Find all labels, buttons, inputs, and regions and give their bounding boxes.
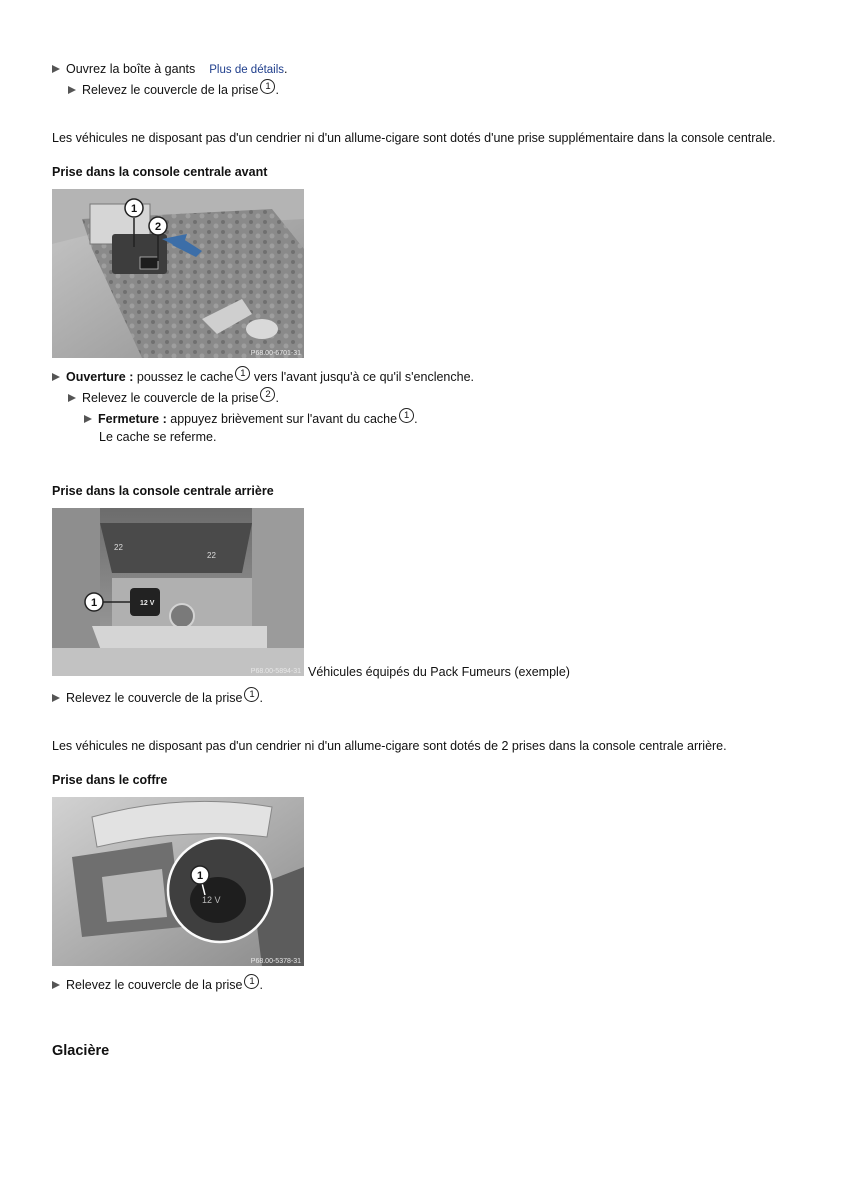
callout-number-icon: 2 — [260, 387, 275, 402]
callout-1-label: 1 — [196, 870, 204, 882]
step-text: poussez le cache — [133, 370, 234, 384]
step-text: Ouvrez la boîte à gants — [66, 62, 196, 76]
image-code: P68.00-5894-31 — [250, 668, 301, 675]
step-text: Relevez le couvercle de la prise — [82, 391, 259, 405]
punctuation: . — [275, 83, 279, 97]
section-heading-front: Prise dans la console centrale avant — [52, 165, 268, 179]
section-heading-trunk: Prise dans le coffre — [52, 773, 168, 787]
step-result: Le cache se referme. — [99, 430, 217, 444]
step-lift-cover — [68, 83, 279, 98]
rear-console-image — [52, 508, 304, 676]
step-lift-cover — [52, 978, 263, 993]
callout-number-icon: 1 — [235, 366, 250, 381]
callout-number-icon: 1 — [399, 408, 414, 423]
step-arrow-icon — [84, 415, 92, 423]
details-link[interactable]: Plus de détails — [209, 64, 285, 76]
step-arrow-icon — [52, 694, 60, 702]
step-text: Relevez le couvercle de la prise — [82, 83, 259, 97]
step-arrow-icon — [52, 373, 60, 381]
image-code: P68.00-6701-31 — [250, 350, 301, 357]
rear-console-illustration — [52, 508, 304, 676]
image-caption: Véhicules équipés du Pack Fumeurs (exemple) — [308, 665, 570, 679]
step-label: Ouverture : — [66, 370, 134, 384]
step-lift-cover — [68, 391, 279, 406]
step-text: Relevez le couvercle de la prise — [66, 978, 243, 992]
step-text: Relevez le couvercle de la prise — [66, 691, 243, 705]
trunk-image — [52, 797, 304, 966]
step-arrow-icon — [68, 394, 76, 402]
rear-paragraph: Les véhicules ne disposant pas d'un cendrier ni d'un allume-cigare sont dotés de 2 prises dans la console centrale arrière. — [52, 739, 727, 753]
punctuation: . — [275, 391, 279, 405]
callout-number-icon: 1 — [244, 974, 259, 989]
punctuation: . — [284, 62, 288, 76]
socket-label: 12 V — [202, 895, 221, 905]
step-arrow-icon — [68, 86, 76, 94]
step-lift-cover — [52, 691, 263, 706]
socket-label: 12 V — [140, 600, 155, 607]
callout-2-label: 2 — [154, 221, 162, 233]
callout-1-label: 1 — [130, 203, 138, 215]
step-open-glovebox — [52, 62, 288, 76]
svg-text:22: 22 — [114, 543, 123, 552]
punctuation: . — [259, 978, 263, 992]
callout-number-icon: 1 — [244, 687, 259, 702]
intro-paragraph: Les véhicules ne disposant pas d'un cendrier ni d'un allume-cigare sont dotés d'une prise supplémentaire dans la console centrale. — [52, 131, 776, 145]
step-arrow-icon — [52, 65, 60, 73]
section-heading-glaciere: Glacière — [52, 1043, 110, 1059]
front-console-image — [52, 189, 304, 358]
section-heading-rear: Prise dans la console centrale arrière — [52, 484, 274, 498]
trunk-illustration — [52, 797, 304, 966]
punctuation: . — [259, 691, 263, 705]
step-open-cover — [52, 370, 474, 385]
image-code: P68.00-5378-31 — [250, 958, 301, 965]
step-text: vers l'avant jusqu'à ce qu'il s'enclenche. — [250, 370, 475, 384]
step-arrow-icon — [52, 981, 60, 989]
svg-text:22: 22 — [207, 551, 216, 560]
punctuation: . — [414, 412, 418, 426]
front-console-illustration — [52, 189, 304, 358]
callout-1-label: 1 — [90, 597, 98, 609]
callout-number-icon: 1 — [260, 79, 275, 94]
step-label: Fermeture : — [98, 412, 167, 426]
step-close-cover — [84, 412, 418, 427]
step-text: appuyez brièvement sur l'avant du cache — [166, 412, 398, 426]
